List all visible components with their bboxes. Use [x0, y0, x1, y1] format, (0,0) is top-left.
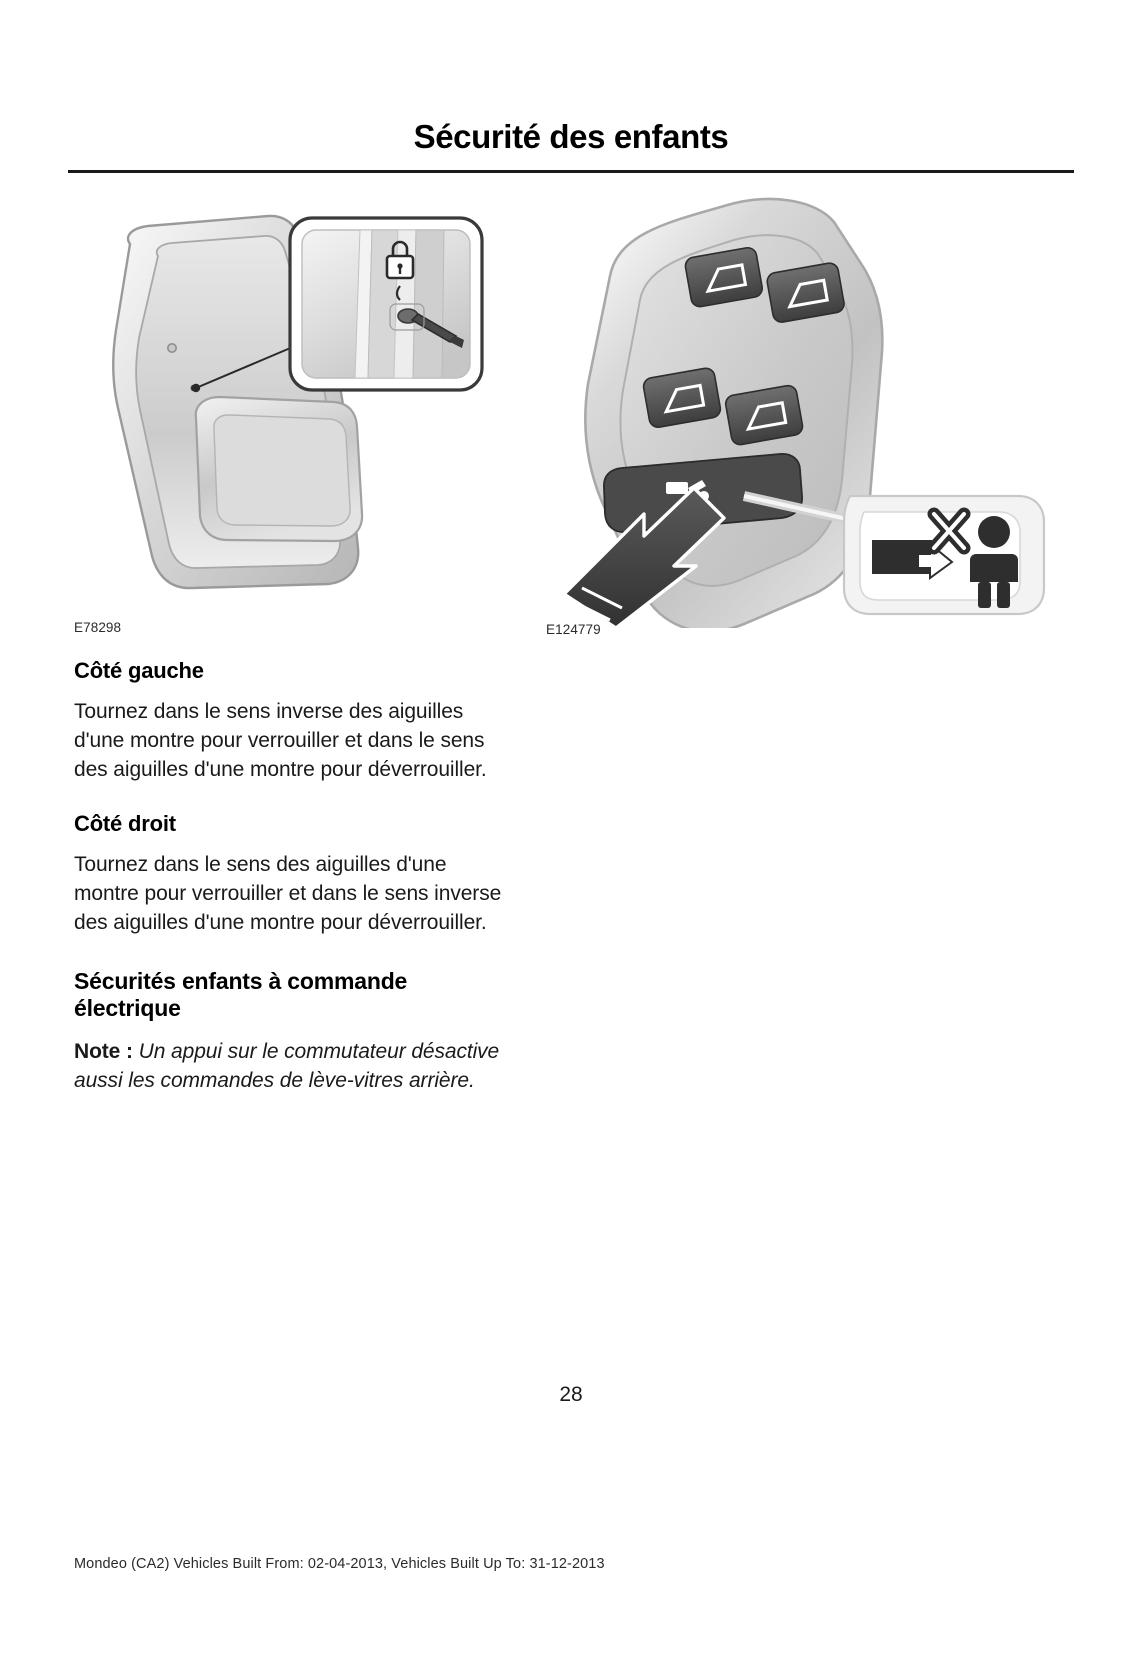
- footer-vehicle-info: Mondeo (CA2) Vehicles Built From: 02-04-2013, Vehicles Built Up To: 31-12-2013: [74, 1556, 605, 1572]
- note-label: Note :: [74, 1039, 133, 1063]
- door-lock-illustration: [72, 196, 502, 606]
- section-body-cote-droit: Tournez dans le sens des aiguilles d'une montre pour verrouiller et dans le sens inverse des aiguilles d'une montre pour déverrouiller.: [74, 852, 502, 934]
- page-title: Sécurité des enfants: [413, 118, 729, 155]
- note-block: [74, 1038, 512, 1096]
- body-text-column: [74, 658, 512, 1096]
- section-heading-securites-enfants: Sécurités enfants à commande électrique: [74, 967, 408, 1021]
- section-heading-cote-gauche: Côté gauche: [74, 658, 204, 683]
- figure-code-right: E124779: [546, 622, 601, 637]
- power-window-switch-illustration: [548, 196, 1068, 628]
- figure-code-left: E78298: [74, 620, 122, 635]
- note-text: Un appui sur le commutateur désactive aussi les commandes de lève-vitres arrière.: [74, 1039, 500, 1092]
- page-number: 28: [559, 1383, 583, 1406]
- title-divider: [68, 170, 1074, 173]
- section-heading-cote-droit: Côté droit: [74, 810, 176, 836]
- section-body-cote-gauche: Tournez dans le sens inverse des aiguilles d'une montre pour verrouiller et dans le sens des aiguilles d'une montre pour déverrouiller.: [74, 699, 487, 781]
- child-lock-symbol-callout: [844, 496, 1044, 614]
